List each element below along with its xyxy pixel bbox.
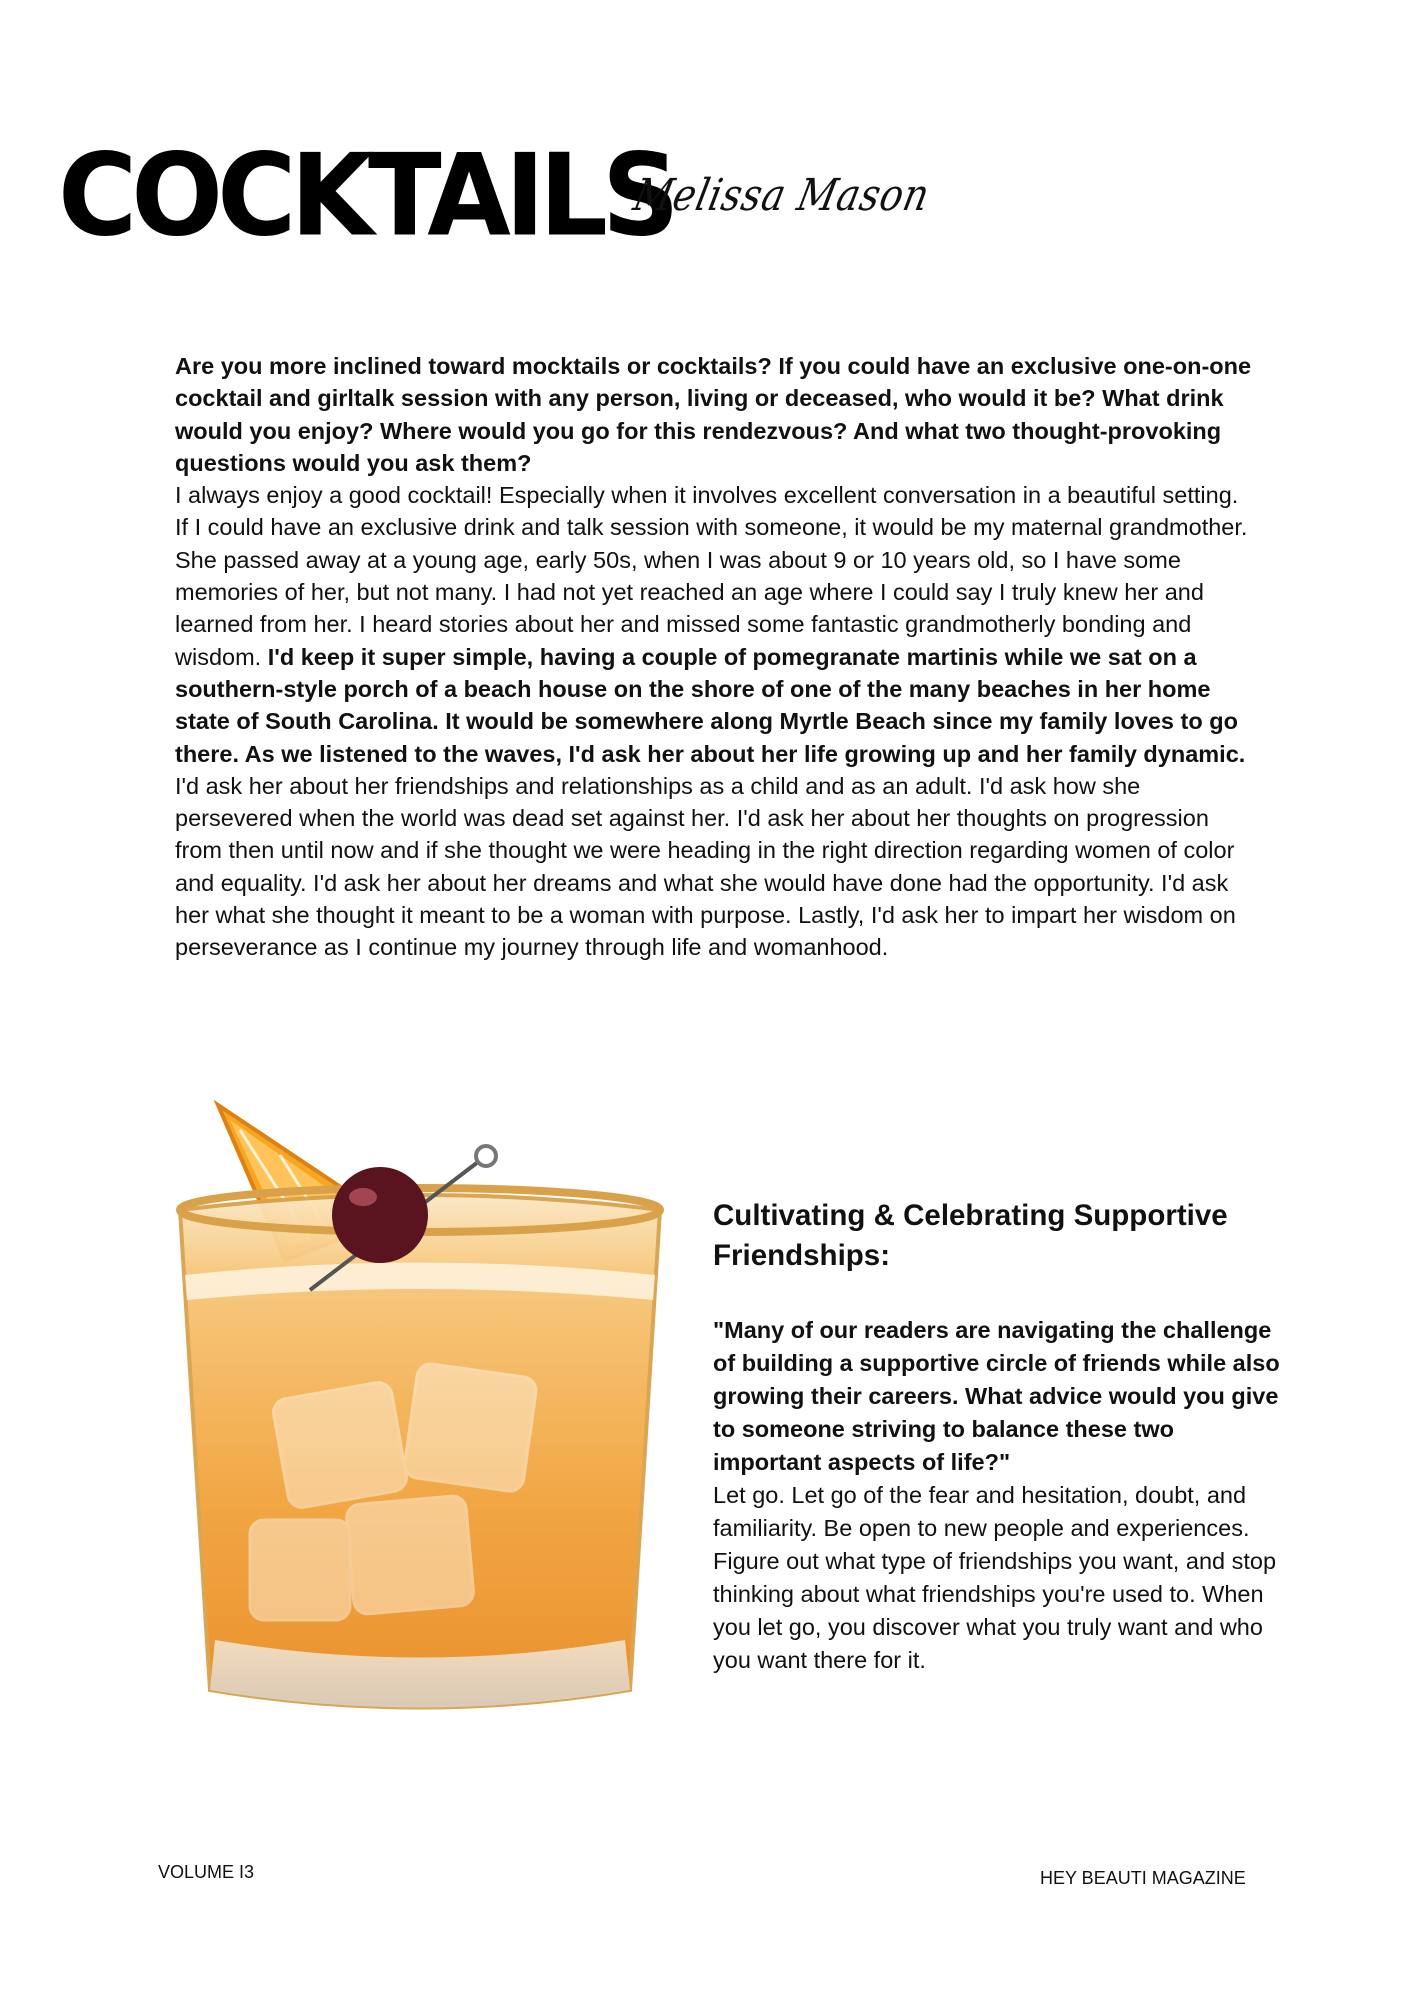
cocktail-glass-icon [160, 1100, 680, 1760]
side-heading: Cultivating & Celebrating Supportive Friendships: [713, 1199, 1228, 1272]
page-title: COCKTAILS [58, 130, 674, 262]
intro-question: Are you more inclined toward mocktails or cocktails? If you could have an exclusive one-on-one cocktail and girltalk session with any person, living or deceased, who would it be? What drink would you enjoy? Where would you go for this rendezvous? And what two thought-provoking questions would you ask them? [175, 353, 1252, 476]
intro-answer-bold: I'd keep it super simple, having a couple of pomegranate martinis while we sat on a southern-style porch of a beach house on the shore of one of the many beaches in her home state of South Carolina. It would be somewhere along Myrtle Beach since my family loves to go there. As we listened to the waves, I'd ask her about her life growing up and her family dynamic. [175, 643, 1246, 767]
volume-label: VOLUME I3 [158, 1862, 255, 1882]
author-signature: Melissa Mason [629, 170, 935, 221]
intro-article [175, 350, 1255, 964]
cherry [332, 1167, 428, 1263]
side-question: "Many of our readers are navigating the challenge of building a supportive circle of friends while also growing their careers. What advice would you give to someone striving to balance these two important aspects of life?" [713, 1317, 1280, 1475]
side-section [713, 1196, 1281, 1677]
side-answer: Let go. Let go of the fear and hesitation, doubt, and familiarity. Be open to new people and experiences. Figure out what type of friendships you want, and stop thinking about what friendships you're used to. When you let go, you discover what you truly want and who you want there for it. [713, 1482, 1277, 1673]
intro-answer-part1: I always enjoy a good cocktail! Especially when it involves excellent conversation in a beautiful setting. If I could have an exclusive drink and talk session with someone, it would be my maternal grandmother. She passed away at a young age, early 50s, when I was about 9 or 10 years old, so I have some memories of her, but not many. I had not yet reached an age where I could say I truly knew her and learned from her. I heard stories about her and missed some fantastic grandmotherly bonding and wisdom. [175, 482, 1248, 670]
intro-answer-part2: I'd ask her about her friendships and relationships as a child and as an adult. I'd ask how she persevered when the world was dead set against her. I'd ask her about her thoughts on progression from then until now and if she thought we were heading in the right direction regarding women of color and equality. I'd ask her about her dreams and what she would have done had the opportunity. I'd ask her what she thought it meant to be a woman with purpose. Lastly, I'd ask her to impart her wisdom on perseverance as I continue my journey through life and womanhood. [175, 772, 1236, 961]
side-body [713, 1314, 1281, 1677]
magazine-name: HEY BEAUTI MAGAZINE [1040, 1868, 1246, 1888]
